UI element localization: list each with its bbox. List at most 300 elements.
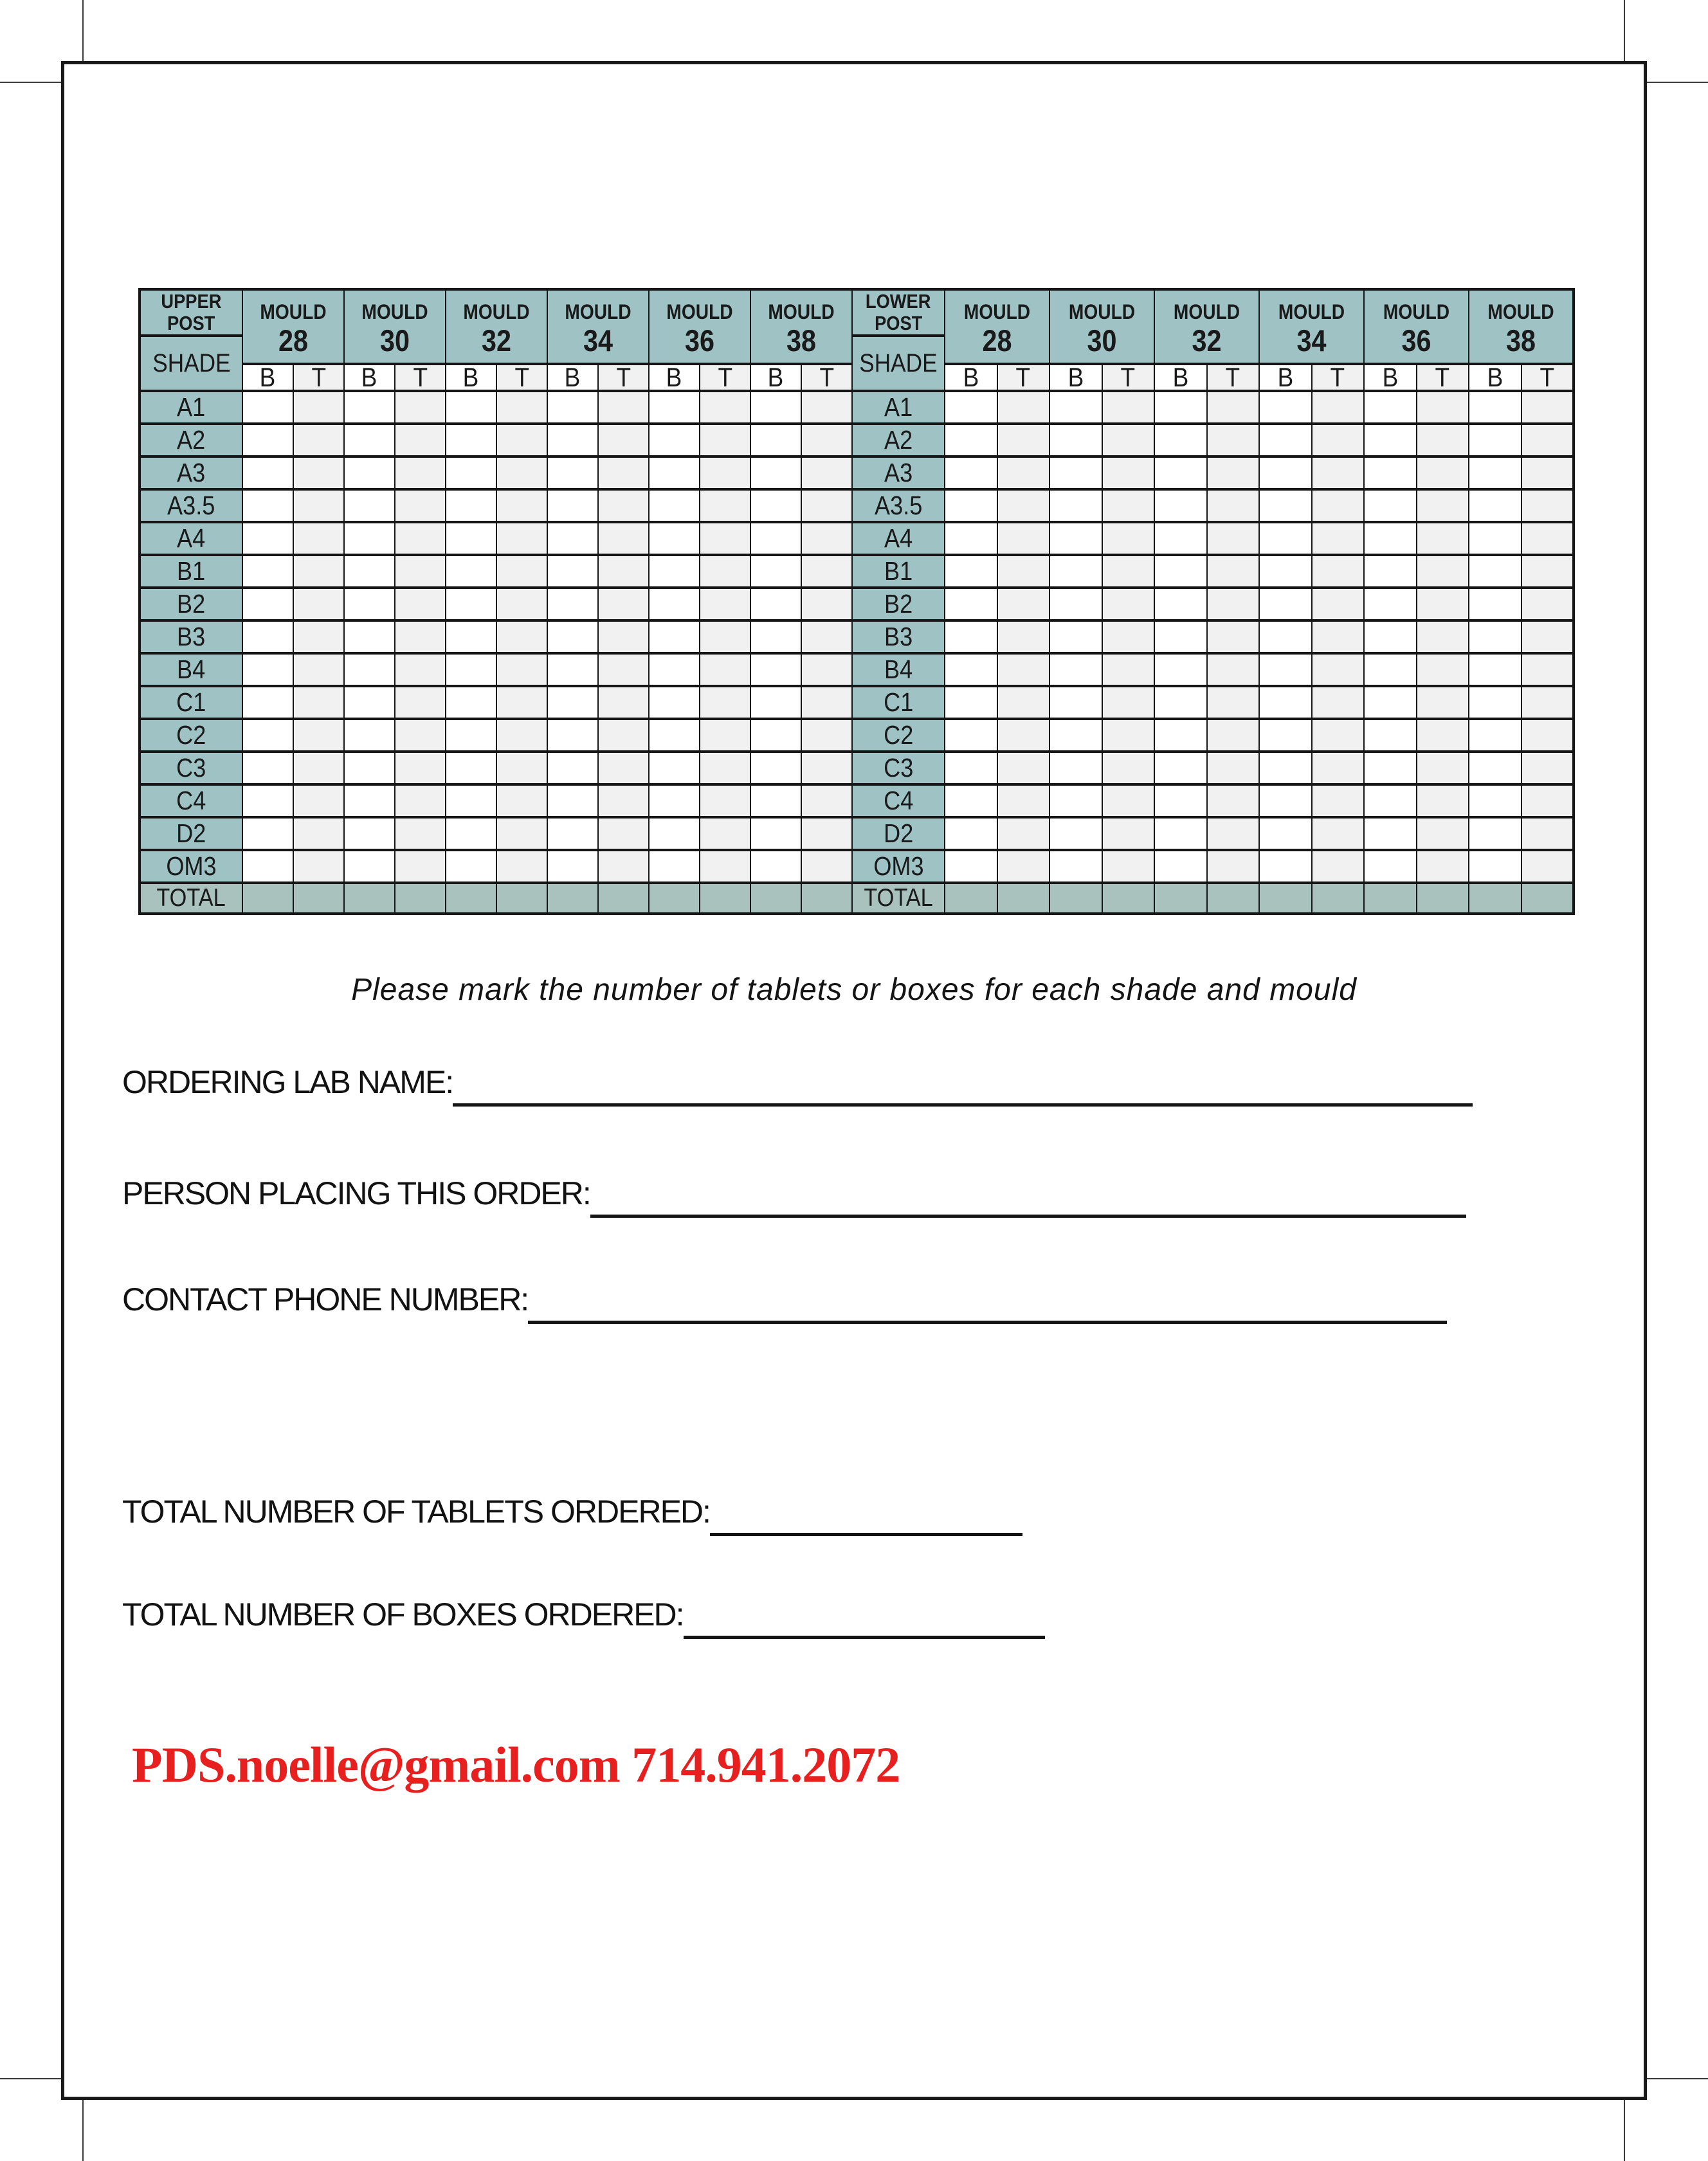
qty-cell[interactable] <box>1469 489 1522 522</box>
contact-phone-number-input[interactable] <box>528 1321 1447 1324</box>
qty-cell[interactable] <box>1259 620 1312 653</box>
qty-cell[interactable] <box>945 719 997 752</box>
qty-cell[interactable] <box>242 555 293 588</box>
qty-cell[interactable] <box>395 555 446 588</box>
total-cell[interactable] <box>801 883 852 914</box>
qty-cell[interactable] <box>598 522 649 555</box>
qty-cell[interactable] <box>997 653 1050 686</box>
qty-cell[interactable] <box>997 850 1050 883</box>
total-cell[interactable] <box>1312 883 1365 914</box>
qty-cell[interactable] <box>598 457 649 489</box>
qty-cell[interactable] <box>1259 719 1312 752</box>
qty-cell[interactable] <box>242 424 293 457</box>
total-cell[interactable] <box>1417 883 1469 914</box>
qty-cell[interactable] <box>547 457 598 489</box>
qty-cell[interactable] <box>700 424 750 457</box>
qty-cell[interactable] <box>446 686 496 719</box>
qty-cell[interactable] <box>446 588 496 620</box>
qty-cell[interactable] <box>395 391 446 424</box>
qty-cell[interactable] <box>496 686 547 719</box>
qty-cell[interactable] <box>1522 424 1574 457</box>
qty-cell[interactable] <box>496 620 547 653</box>
qty-cell[interactable] <box>945 850 997 883</box>
qty-cell[interactable] <box>344 391 395 424</box>
qty-cell[interactable] <box>801 752 852 784</box>
qty-cell[interactable] <box>446 391 496 424</box>
qty-cell[interactable] <box>293 424 344 457</box>
qty-cell[interactable] <box>1154 719 1207 752</box>
qty-cell[interactable] <box>547 555 598 588</box>
qty-cell[interactable] <box>1364 620 1417 653</box>
qty-cell[interactable] <box>801 719 852 752</box>
qty-cell[interactable] <box>750 784 801 817</box>
qty-cell[interactable] <box>1522 620 1574 653</box>
qty-cell[interactable] <box>344 588 395 620</box>
qty-cell[interactable] <box>649 489 700 522</box>
qty-cell[interactable] <box>1259 588 1312 620</box>
qty-cell[interactable] <box>1207 686 1260 719</box>
qty-cell[interactable] <box>1364 522 1417 555</box>
qty-cell[interactable] <box>1154 752 1207 784</box>
qty-cell[interactable] <box>446 784 496 817</box>
qty-cell[interactable] <box>1259 817 1312 850</box>
total-cell[interactable] <box>1154 883 1207 914</box>
qty-cell[interactable] <box>1207 555 1260 588</box>
total-cell[interactable] <box>649 883 700 914</box>
qty-cell[interactable] <box>242 817 293 850</box>
qty-cell[interactable] <box>446 719 496 752</box>
qty-cell[interactable] <box>649 588 700 620</box>
qty-cell[interactable] <box>293 522 344 555</box>
qty-cell[interactable] <box>945 784 997 817</box>
qty-cell[interactable] <box>1259 686 1312 719</box>
qty-cell[interactable] <box>1049 522 1102 555</box>
qty-cell[interactable] <box>801 424 852 457</box>
qty-cell[interactable] <box>293 686 344 719</box>
qty-cell[interactable] <box>1049 784 1102 817</box>
qty-cell[interactable] <box>395 457 446 489</box>
qty-cell[interactable] <box>1417 457 1469 489</box>
qty-cell[interactable] <box>1259 522 1312 555</box>
qty-cell[interactable] <box>1102 784 1155 817</box>
qty-cell[interactable] <box>598 424 649 457</box>
qty-cell[interactable] <box>1102 457 1155 489</box>
total-cell[interactable] <box>547 883 598 914</box>
qty-cell[interactable] <box>1154 489 1207 522</box>
qty-cell[interactable] <box>547 653 598 686</box>
qty-cell[interactable] <box>1312 620 1365 653</box>
qty-cell[interactable] <box>750 457 801 489</box>
qty-cell[interactable] <box>293 489 344 522</box>
qty-cell[interactable] <box>945 555 997 588</box>
qty-cell[interactable] <box>1469 457 1522 489</box>
qty-cell[interactable] <box>344 555 395 588</box>
qty-cell[interactable] <box>1522 752 1574 784</box>
qty-cell[interactable] <box>1154 391 1207 424</box>
qty-cell[interactable] <box>598 817 649 850</box>
qty-cell[interactable] <box>446 850 496 883</box>
qty-cell[interactable] <box>750 752 801 784</box>
qty-cell[interactable] <box>1049 588 1102 620</box>
qty-cell[interactable] <box>242 850 293 883</box>
total-boxes-ordered-input[interactable] <box>684 1636 1045 1639</box>
qty-cell[interactable] <box>750 686 801 719</box>
qty-cell[interactable] <box>496 719 547 752</box>
qty-cell[interactable] <box>344 522 395 555</box>
qty-cell[interactable] <box>1154 620 1207 653</box>
qty-cell[interactable] <box>1154 588 1207 620</box>
qty-cell[interactable] <box>293 850 344 883</box>
qty-cell[interactable] <box>598 784 649 817</box>
qty-cell[interactable] <box>1102 391 1155 424</box>
qty-cell[interactable] <box>242 457 293 489</box>
qty-cell[interactable] <box>1102 489 1155 522</box>
qty-cell[interactable] <box>395 784 446 817</box>
qty-cell[interactable] <box>1102 620 1155 653</box>
qty-cell[interactable] <box>344 817 395 850</box>
total-cell[interactable] <box>1049 883 1102 914</box>
qty-cell[interactable] <box>1312 555 1365 588</box>
qty-cell[interactable] <box>801 784 852 817</box>
qty-cell[interactable] <box>801 391 852 424</box>
qty-cell[interactable] <box>1102 686 1155 719</box>
qty-cell[interactable] <box>1417 424 1469 457</box>
qty-cell[interactable] <box>1154 817 1207 850</box>
qty-cell[interactable] <box>700 719 750 752</box>
qty-cell[interactable] <box>242 522 293 555</box>
qty-cell[interactable] <box>1417 588 1469 620</box>
qty-cell[interactable] <box>1364 850 1417 883</box>
qty-cell[interactable] <box>801 555 852 588</box>
qty-cell[interactable] <box>547 620 598 653</box>
qty-cell[interactable] <box>649 719 700 752</box>
qty-cell[interactable] <box>598 850 649 883</box>
qty-cell[interactable] <box>293 457 344 489</box>
qty-cell[interactable] <box>649 686 700 719</box>
qty-cell[interactable] <box>1364 653 1417 686</box>
qty-cell[interactable] <box>1522 850 1574 883</box>
qty-cell[interactable] <box>598 752 649 784</box>
qty-cell[interactable] <box>1207 522 1260 555</box>
qty-cell[interactable] <box>242 653 293 686</box>
qty-cell[interactable] <box>344 653 395 686</box>
qty-cell[interactable] <box>997 424 1050 457</box>
ordering-lab-name-input[interactable] <box>453 1103 1473 1107</box>
qty-cell[interactable] <box>1469 620 1522 653</box>
qty-cell[interactable] <box>1417 817 1469 850</box>
qty-cell[interactable] <box>1417 686 1469 719</box>
total-cell[interactable] <box>1522 883 1574 914</box>
qty-cell[interactable] <box>1312 588 1365 620</box>
qty-cell[interactable] <box>598 555 649 588</box>
qty-cell[interactable] <box>293 719 344 752</box>
qty-cell[interactable] <box>700 391 750 424</box>
qty-cell[interactable] <box>700 522 750 555</box>
qty-cell[interactable] <box>649 817 700 850</box>
qty-cell[interactable] <box>496 555 547 588</box>
qty-cell[interactable] <box>1417 850 1469 883</box>
qty-cell[interactable] <box>1259 653 1312 686</box>
qty-cell[interactable] <box>1049 620 1102 653</box>
qty-cell[interactable] <box>1469 391 1522 424</box>
qty-cell[interactable] <box>446 555 496 588</box>
qty-cell[interactable] <box>750 850 801 883</box>
qty-cell[interactable] <box>750 653 801 686</box>
qty-cell[interactable] <box>395 817 446 850</box>
qty-cell[interactable] <box>649 391 700 424</box>
qty-cell[interactable] <box>1522 457 1574 489</box>
qty-cell[interactable] <box>1259 555 1312 588</box>
qty-cell[interactable] <box>1364 752 1417 784</box>
qty-cell[interactable] <box>242 620 293 653</box>
qty-cell[interactable] <box>547 424 598 457</box>
qty-cell[interactable] <box>344 457 395 489</box>
qty-cell[interactable] <box>1312 686 1365 719</box>
qty-cell[interactable] <box>750 555 801 588</box>
qty-cell[interactable] <box>750 489 801 522</box>
qty-cell[interactable] <box>496 653 547 686</box>
qty-cell[interactable] <box>945 817 997 850</box>
qty-cell[interactable] <box>1102 719 1155 752</box>
qty-cell[interactable] <box>1049 457 1102 489</box>
qty-cell[interactable] <box>496 784 547 817</box>
qty-cell[interactable] <box>1417 555 1469 588</box>
qty-cell[interactable] <box>945 686 997 719</box>
qty-cell[interactable] <box>344 620 395 653</box>
qty-cell[interactable] <box>1049 817 1102 850</box>
qty-cell[interactable] <box>1312 391 1365 424</box>
qty-cell[interactable] <box>1364 555 1417 588</box>
qty-cell[interactable] <box>1469 784 1522 817</box>
qty-cell[interactable] <box>293 752 344 784</box>
qty-cell[interactable] <box>395 686 446 719</box>
qty-cell[interactable] <box>750 424 801 457</box>
qty-cell[interactable] <box>700 784 750 817</box>
qty-cell[interactable] <box>1417 489 1469 522</box>
qty-cell[interactable] <box>1522 555 1574 588</box>
qty-cell[interactable] <box>1049 489 1102 522</box>
qty-cell[interactable] <box>1207 817 1260 850</box>
qty-cell[interactable] <box>395 620 446 653</box>
qty-cell[interactable] <box>293 391 344 424</box>
qty-cell[interactable] <box>700 686 750 719</box>
qty-cell[interactable] <box>598 686 649 719</box>
qty-cell[interactable] <box>1207 588 1260 620</box>
qty-cell[interactable] <box>446 457 496 489</box>
qty-cell[interactable] <box>496 588 547 620</box>
qty-cell[interactable] <box>997 391 1050 424</box>
qty-cell[interactable] <box>1049 719 1102 752</box>
qty-cell[interactable] <box>649 457 700 489</box>
qty-cell[interactable] <box>997 620 1050 653</box>
qty-cell[interactable] <box>1207 850 1260 883</box>
total-cell[interactable] <box>496 883 547 914</box>
qty-cell[interactable] <box>801 588 852 620</box>
total-cell[interactable] <box>1102 883 1155 914</box>
qty-cell[interactable] <box>945 391 997 424</box>
qty-cell[interactable] <box>1259 391 1312 424</box>
qty-cell[interactable] <box>446 620 496 653</box>
total-cell[interactable] <box>1259 883 1312 914</box>
qty-cell[interactable] <box>945 588 997 620</box>
qty-cell[interactable] <box>1207 719 1260 752</box>
qty-cell[interactable] <box>801 522 852 555</box>
qty-cell[interactable] <box>1049 850 1102 883</box>
total-cell[interactable] <box>997 883 1050 914</box>
qty-cell[interactable] <box>1102 850 1155 883</box>
qty-cell[interactable] <box>395 489 446 522</box>
qty-cell[interactable] <box>801 457 852 489</box>
qty-cell[interactable] <box>496 391 547 424</box>
qty-cell[interactable] <box>1259 457 1312 489</box>
qty-cell[interactable] <box>1259 489 1312 522</box>
qty-cell[interactable] <box>1049 391 1102 424</box>
total-cell[interactable] <box>750 883 801 914</box>
qty-cell[interactable] <box>598 653 649 686</box>
qty-cell[interactable] <box>997 588 1050 620</box>
qty-cell[interactable] <box>649 752 700 784</box>
qty-cell[interactable] <box>598 489 649 522</box>
qty-cell[interactable] <box>446 817 496 850</box>
qty-cell[interactable] <box>1259 850 1312 883</box>
qty-cell[interactable] <box>1522 522 1574 555</box>
qty-cell[interactable] <box>496 457 547 489</box>
qty-cell[interactable] <box>1312 850 1365 883</box>
qty-cell[interactable] <box>547 719 598 752</box>
qty-cell[interactable] <box>700 457 750 489</box>
qty-cell[interactable] <box>1522 719 1574 752</box>
qty-cell[interactable] <box>1522 489 1574 522</box>
qty-cell[interactable] <box>344 850 395 883</box>
qty-cell[interactable] <box>1469 588 1522 620</box>
qty-cell[interactable] <box>1154 522 1207 555</box>
qty-cell[interactable] <box>1522 817 1574 850</box>
qty-cell[interactable] <box>1102 817 1155 850</box>
qty-cell[interactable] <box>1259 424 1312 457</box>
qty-cell[interactable] <box>547 489 598 522</box>
qty-cell[interactable] <box>997 555 1050 588</box>
qty-cell[interactable] <box>1102 752 1155 784</box>
qty-cell[interactable] <box>1522 686 1574 719</box>
qty-cell[interactable] <box>649 850 700 883</box>
qty-cell[interactable] <box>801 489 852 522</box>
qty-cell[interactable] <box>496 850 547 883</box>
qty-cell[interactable] <box>344 784 395 817</box>
qty-cell[interactable] <box>1417 522 1469 555</box>
qty-cell[interactable] <box>1364 719 1417 752</box>
qty-cell[interactable] <box>1102 555 1155 588</box>
qty-cell[interactable] <box>649 424 700 457</box>
total-cell[interactable] <box>293 883 344 914</box>
qty-cell[interactable] <box>997 784 1050 817</box>
qty-cell[interactable] <box>1207 653 1260 686</box>
qty-cell[interactable] <box>1049 555 1102 588</box>
qty-cell[interactable] <box>700 817 750 850</box>
qty-cell[interactable] <box>1417 784 1469 817</box>
qty-cell[interactable] <box>1312 489 1365 522</box>
qty-cell[interactable] <box>750 391 801 424</box>
qty-cell[interactable] <box>1207 457 1260 489</box>
qty-cell[interactable] <box>395 588 446 620</box>
total-cell[interactable] <box>700 883 750 914</box>
qty-cell[interactable] <box>1469 850 1522 883</box>
qty-cell[interactable] <box>750 719 801 752</box>
qty-cell[interactable] <box>649 522 700 555</box>
qty-cell[interactable] <box>547 784 598 817</box>
total-tablets-ordered-input[interactable] <box>710 1533 1022 1536</box>
qty-cell[interactable] <box>1417 620 1469 653</box>
qty-cell[interactable] <box>547 588 598 620</box>
qty-cell[interactable] <box>547 522 598 555</box>
qty-cell[interactable] <box>945 489 997 522</box>
qty-cell[interactable] <box>1312 653 1365 686</box>
qty-cell[interactable] <box>547 391 598 424</box>
qty-cell[interactable] <box>242 588 293 620</box>
qty-cell[interactable] <box>801 620 852 653</box>
qty-cell[interactable] <box>700 555 750 588</box>
qty-cell[interactable] <box>1154 784 1207 817</box>
qty-cell[interactable] <box>293 817 344 850</box>
qty-cell[interactable] <box>1207 424 1260 457</box>
qty-cell[interactable] <box>801 653 852 686</box>
total-cell[interactable] <box>344 883 395 914</box>
qty-cell[interactable] <box>649 784 700 817</box>
qty-cell[interactable] <box>997 489 1050 522</box>
qty-cell[interactable] <box>395 653 446 686</box>
qty-cell[interactable] <box>293 653 344 686</box>
qty-cell[interactable] <box>997 817 1050 850</box>
qty-cell[interactable] <box>496 752 547 784</box>
qty-cell[interactable] <box>1207 489 1260 522</box>
qty-cell[interactable] <box>1469 424 1522 457</box>
qty-cell[interactable] <box>1469 719 1522 752</box>
qty-cell[interactable] <box>242 719 293 752</box>
qty-cell[interactable] <box>1417 653 1469 686</box>
qty-cell[interactable] <box>293 620 344 653</box>
qty-cell[interactable] <box>649 620 700 653</box>
qty-cell[interactable] <box>1102 588 1155 620</box>
qty-cell[interactable] <box>1469 555 1522 588</box>
qty-cell[interactable] <box>997 719 1050 752</box>
qty-cell[interactable] <box>1417 719 1469 752</box>
qty-cell[interactable] <box>1364 686 1417 719</box>
qty-cell[interactable] <box>1259 752 1312 784</box>
qty-cell[interactable] <box>446 752 496 784</box>
qty-cell[interactable] <box>801 850 852 883</box>
qty-cell[interactable] <box>1207 784 1260 817</box>
qty-cell[interactable] <box>446 653 496 686</box>
person-placing-order-input[interactable] <box>590 1215 1466 1218</box>
qty-cell[interactable] <box>997 686 1050 719</box>
qty-cell[interactable] <box>496 817 547 850</box>
qty-cell[interactable] <box>344 719 395 752</box>
qty-cell[interactable] <box>395 850 446 883</box>
qty-cell[interactable] <box>1469 653 1522 686</box>
qty-cell[interactable] <box>1207 752 1260 784</box>
total-cell[interactable] <box>945 883 997 914</box>
qty-cell[interactable] <box>547 686 598 719</box>
qty-cell[interactable] <box>801 817 852 850</box>
qty-cell[interactable] <box>1522 588 1574 620</box>
qty-cell[interactable] <box>598 620 649 653</box>
total-cell[interactable] <box>395 883 446 914</box>
qty-cell[interactable] <box>496 522 547 555</box>
qty-cell[interactable] <box>1522 653 1574 686</box>
qty-cell[interactable] <box>700 489 750 522</box>
qty-cell[interactable] <box>598 391 649 424</box>
qty-cell[interactable] <box>1312 719 1365 752</box>
qty-cell[interactable] <box>344 424 395 457</box>
